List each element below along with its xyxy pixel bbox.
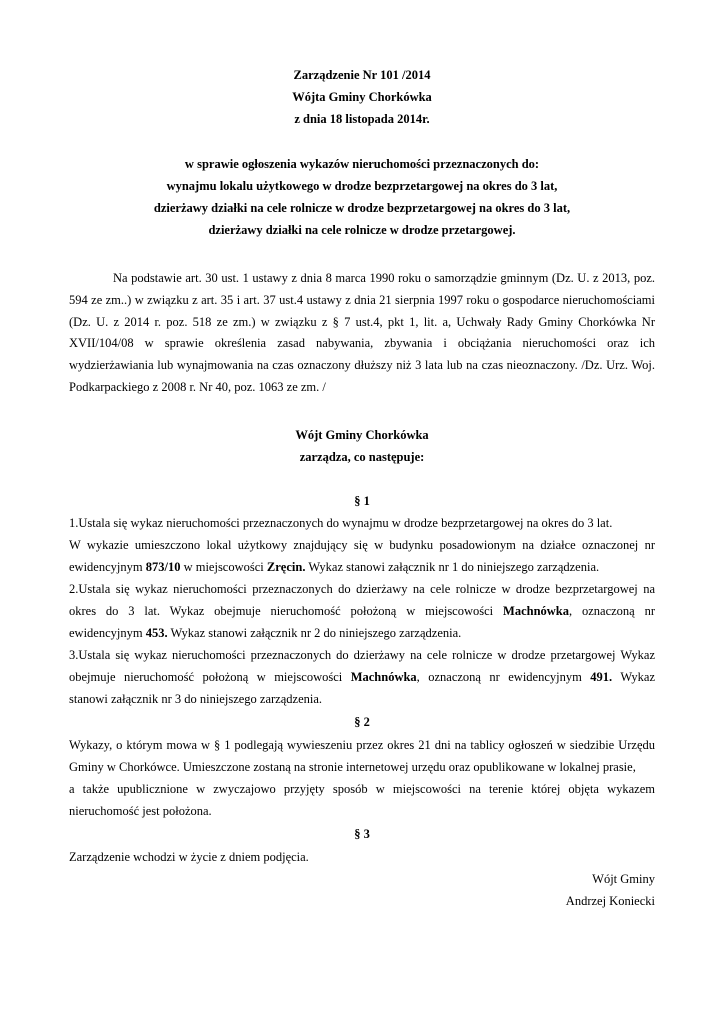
section-heading: § 1 [354,494,370,508]
subject-line: wynajmu lokalu użytkowego w drodze bezprzetargowej na okres do 3 lat, [166,179,558,193]
section-heading: § 2 [354,715,370,729]
text-line: 2.Ustala się wykaz nieruchomości przeznaczonych do dzierżawy na cele rolnicze w drodze bezprzetargowej na [69,582,655,596]
text-line: Gminy w Chorkówce. Umieszczone zostaną na stronie internetowej urzędu oraz opublikowane w lokalnej prasie, [69,760,636,774]
parcel-number: 453. [145,626,168,640]
parcel-number: 873/10 [145,560,181,574]
text-line: stanowi załącznik nr 3 do niniejszego zarządzenia. [69,692,323,706]
parcel-number: 491. [590,670,613,684]
signatory-name: Andrzej Koniecki [565,894,655,908]
section-heading: § 3 [354,827,370,841]
locality: Machnówka [503,604,569,618]
subject-line: w sprawie ogłoszenia wykazów nieruchomości przeznaczonych do: [184,157,540,171]
authority-name: Wójt Gminy Chorkówka [295,428,429,442]
issue-date: z dnia 18 listopada 2014r. [294,112,430,126]
text-line: ewidencyjnym 873/10 w miejscowości Zręcin. Wykaz stanowi załącznik nr 1 do niniejszego zarządzenia. [69,560,600,574]
preamble-paragraph [69,268,655,399]
text-line: obejmuje nieruchomość położoną w miejscowości Machnówka, oznaczoną nr ewidencyjnym 491. Wykaz [69,670,655,684]
text-line: Wykazy, o którym mowa w § 1 podlegają wywieszeniu przez okres 21 dni na tablicy ogłoszeń w siedzibie Urzędu [69,738,655,752]
text-line: okres do 3 lat. Wykaz obejmuje nieruchomość położoną w miejscowości Machnówka, oznaczoną nr [69,604,656,618]
text-line: 1.Ustala się wykaz nieruchomości przeznaczonych do wynajmu w drodze bezprzetargowej na okres do 3 lat. [69,516,613,530]
text-line: Zarządzenie wchodzi w życie z dniem podjęcia. [69,850,309,864]
authority-decree: zarządza, co następuje: [299,450,425,464]
locality: Machnówka [350,670,417,684]
preamble-text: Na podstawie art. 30 ust. 1 ustawy z dnia 8 marca 1990 roku o samorządzie gminnym (Dz. U. z 2013, poz. 594 ze zm..) w związku z art. 35 i art. 37 ust.4 ustawy z dnia 21 sierpnia 1997 roku o gospodarce nieruchomościami (Dz. U. z 2014 r. poz. 518 ze zm.) w związku z § 7 ust.4, pkt 1, lit. a, Uchwały Rady Gminy Chorkówka Nr XVII/104/08 w sprawie określenia zasad nabywania, zbywania i obciążania nieruchomości oraz ich wydzierżawiania lub wynajmowania na czas oznaczony dłuższy niż 3 lata lub na czas nieoznaczony. /Dz. Urz. Woj. Podkarpackiego z 2008 r. Nr 40, poz. 1063 ze zm. / [69,271,655,394]
subject-line: dzierżawy działki na cele rolnicze w drodze bezprzetargowej na okres do 3 lat, [153,201,571,215]
subject-line: dzierżawy działki na cele rolnicze w drodze przetargowej. [208,223,516,237]
text-line: ewidencyjnym 453. Wykaz stanowi załącznik nr 2 do niniejszego zarządzenia. [69,626,462,640]
ordinance-number: Zarządzenie Nr 101 /2014 [293,68,431,82]
text-line: a także upublicznione w zwyczajowo przyjęty sposób w miejscowości na terenie której objęta wykazem [69,782,655,796]
text-line: nieruchomość jest położona. [69,804,212,818]
text-line: 3.Ustala się wykaz nieruchomości przeznaczonych do dzierżawy na cele rolnicze w drodze przetargowej Wykaz [69,648,655,662]
locality: Zręcin. [266,560,306,574]
issuer: Wójta Gminy Chorkówka [292,90,432,104]
signatory-role: Wójt Gminy [592,872,655,886]
text-line: W wykazie umieszczono lokal użytkowy znajdujący się w budynku posadowionym na działce oznaczonej nr [69,538,655,552]
